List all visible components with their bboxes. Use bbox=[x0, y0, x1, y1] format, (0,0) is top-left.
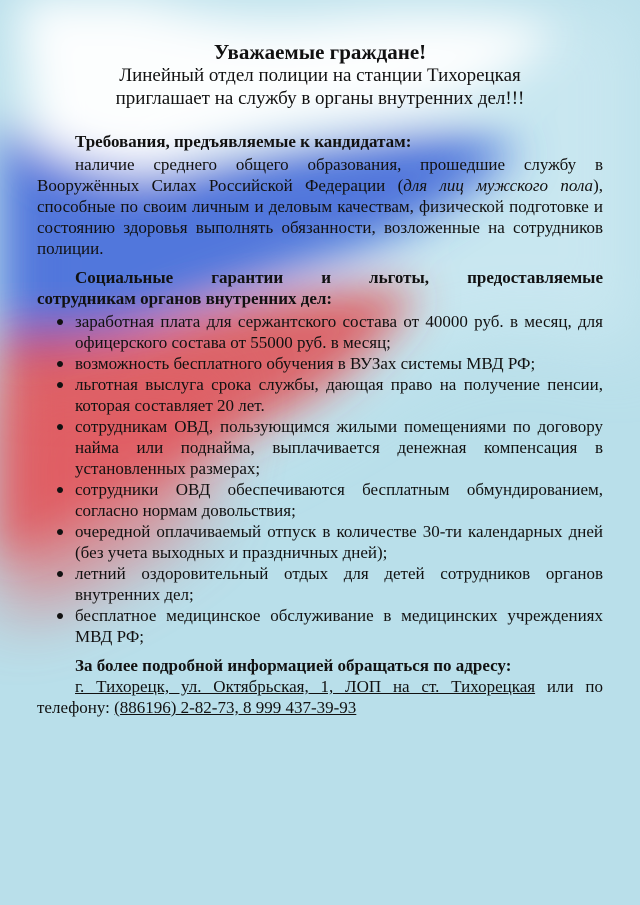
contact-address: г. Тихорецк, ул. Октябрьская, 1, ЛОП на ст. Тихорецкая bbox=[75, 677, 536, 696]
contact-heading: За более подробной информацией обращаться по адресу: bbox=[75, 656, 512, 675]
contact-phones: (886196) 2-82-73, 8 999 437-39-93 bbox=[114, 698, 357, 717]
bullet-icon bbox=[57, 319, 63, 325]
requirements-text bbox=[37, 154, 603, 259]
list-item: бесплатное медицинское обслуживание в медицинских учреждениях МВД РФ; bbox=[37, 605, 603, 647]
requirements-text-part1: наличие среднего общего образования, прошедшие службу в Вооружённых Силах Российской Федерации ( bbox=[37, 155, 603, 195]
list-item: заработная плата для сержантского состава от 40000 руб. в месяц, для офицерского состава от 55000 руб. в месяц; bbox=[37, 311, 603, 353]
bullet-icon bbox=[57, 613, 63, 619]
guarantees-list bbox=[37, 311, 603, 647]
list-item: летний оздоровительный отдых для детей сотрудников органов внутренних дел; bbox=[37, 563, 603, 605]
bullet-icon bbox=[57, 529, 63, 535]
requirements-heading: Требования, предъявляемые к кандидатам: bbox=[75, 132, 412, 151]
bullet-icon bbox=[57, 424, 63, 430]
list-item: возможность бесплатного обучения в ВУЗах системы МВД РФ; bbox=[37, 353, 603, 374]
contact-connector: или по телефону: bbox=[37, 677, 603, 717]
guarantees-heading-line-1: Социальные гарантии и льготы, предоставляемые bbox=[75, 268, 603, 287]
list-item: льготная выслуга срока службы, дающая право на получение пенсии, которая составляет 20 лет. bbox=[37, 374, 603, 416]
requirements-text-italic: для лиц мужского пола bbox=[403, 176, 594, 195]
bullet-icon bbox=[57, 487, 63, 493]
subtitle-line-1: Линейный отдел полиции на станции Тихорецкая bbox=[119, 65, 521, 86]
flyer-content bbox=[37, 40, 603, 718]
bullet-icon bbox=[57, 571, 63, 577]
guarantees-heading-line-2: сотрудникам органов внутренних дел: bbox=[37, 289, 333, 308]
requirements-text-part2: ), способные по своим личным и деловым качествам, физической подготовке и состоянию здоровья выполнять обязанности, возложенные на сотрудников полиции. bbox=[37, 176, 603, 258]
subtitle-line-2: приглашает на службу в органы внутренних дел!!! bbox=[115, 88, 525, 109]
list-item: сотрудникам ОВД, пользующимся жилыми помещениями по договору найма или поднайма, выплачивается денежная компенсация в установленных размерах; bbox=[37, 416, 603, 479]
list-item: очередной оплачиваемый отпуск в количестве 30-ти календарных дней (без учета выходных и праздничных дней); bbox=[37, 521, 603, 563]
contact-text bbox=[37, 676, 603, 718]
bullet-icon bbox=[57, 382, 63, 388]
bullet-icon bbox=[57, 361, 63, 367]
list-item: сотрудники ОВД обеспечиваются бесплатным обмундированием, согласно нормам довольствия; bbox=[37, 479, 603, 521]
greeting-title: Уважаемые граждане! bbox=[213, 40, 427, 64]
